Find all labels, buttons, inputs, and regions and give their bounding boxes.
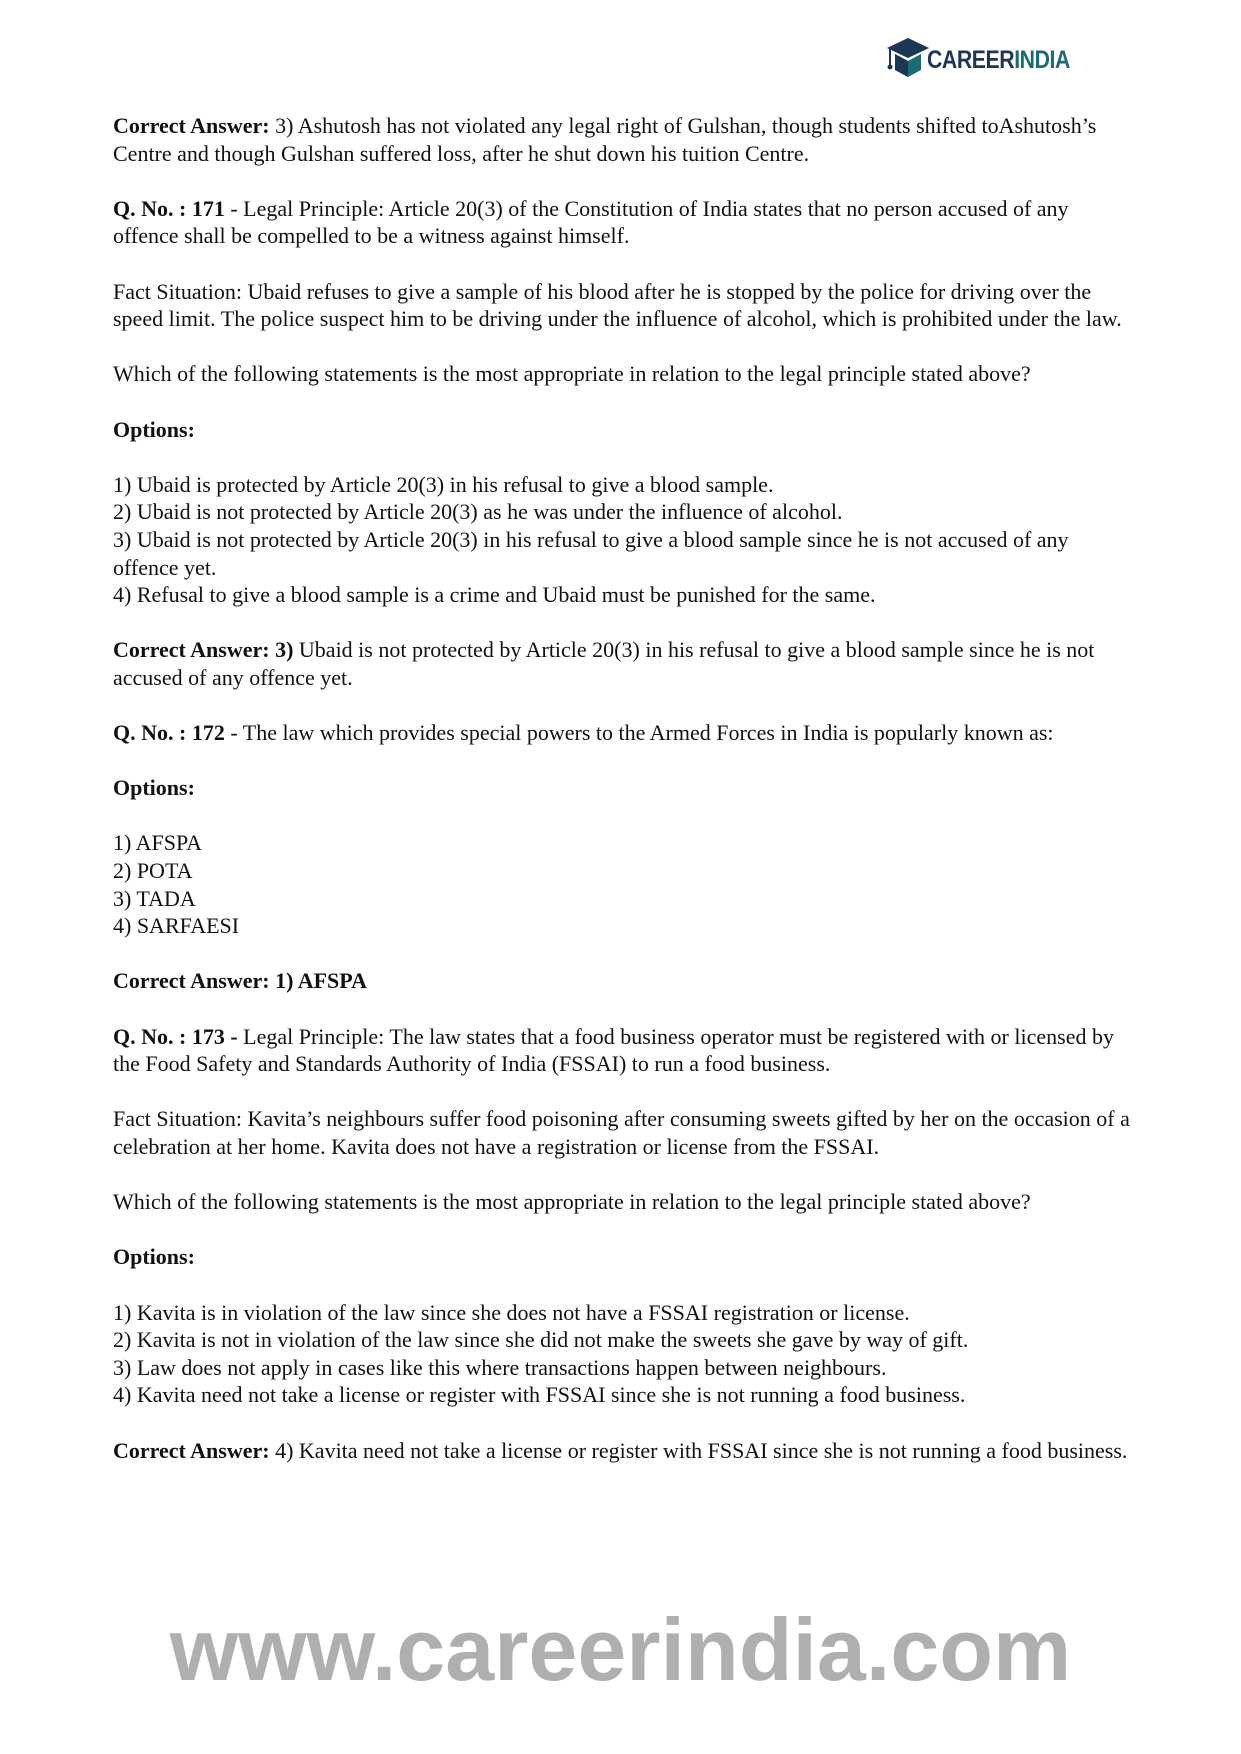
q171-question: Which of the following statements is the most appropriate in relation to the legal principle stated above? xyxy=(113,361,1031,387)
document-body xyxy=(113,112,1133,1492)
q173-correct-answer: Correct Answer: 4) Kavita need not take a license or register with FSSAI since she is not running a food business. xyxy=(113,1437,1128,1463)
previous-correct-answer: Correct Answer: 3) Ashutosh has not violated any legal right of Gulshan, though students shifted toAshutosh’s Centre and though Gulshan suffered loss, after he shut down his tuition Centre. xyxy=(113,113,1097,166)
q173-options-label: Options: xyxy=(113,1244,195,1270)
q171-principle: Q. No. : 171 - Legal Principle: Article 20(3) of the Constitution of India states that no person accused of any offence shall be compelled to be a witness against himself. xyxy=(113,195,1069,249)
option: 4) Kavita need not take a license or register with FSSAI since she is not running a food business. xyxy=(113,1382,966,1408)
option: 3) TADA xyxy=(113,885,196,911)
q172-question: Q. No. : 172 - The law which provides special powers to the Armed Forces in India is popularly known as: xyxy=(113,720,1054,746)
option: 1) AFSPA xyxy=(113,830,203,856)
q173-principle: Q. No. : 173 - Legal Principle: The law states that a food business operator must be registered with or licensed by the Food Safety and Standards Authority of India (FSSAI) to run a food business. xyxy=(113,1023,1114,1077)
logo-text: CAREERINDIA xyxy=(927,45,1070,74)
q173-question: Which of the following statements is the most appropriate in relation to the legal principle stated above? xyxy=(113,1189,1031,1215)
option: 2) Kavita is not in violation of the law since she did not make the sweets she gave by way of gift. xyxy=(113,1327,969,1353)
q172-options-label: Options: xyxy=(113,775,195,801)
graduation-cap-icon xyxy=(885,34,931,78)
option: 1) Ubaid is protected by Article 20(3) in his refusal to give a blood sample. xyxy=(113,471,774,497)
q171-options-label: Options: xyxy=(113,416,195,442)
option: 3) Ubaid is not protected by Article 20(3) in his refusal to give a blood sample since he is not accused of any offence yet. xyxy=(113,526,1069,580)
q171-correct-answer: Correct Answer: 3) Ubaid is not protected by Article 20(3) in his refusal to give a blood sample since he is not accused of any offence yet. xyxy=(113,637,1095,690)
option: 2) Ubaid is not protected by Article 20(3) as he was under the influence of alcohol. xyxy=(113,499,843,525)
q173-options xyxy=(113,1299,1133,1409)
option: 1) Kavita is in violation of the law since she does not have a FSSAI registration or license. xyxy=(113,1299,910,1325)
q171-facts: Fact Situation: Ubaid refuses to give a sample of his blood after he is stopped by the police for driving over the speed limit. The police suspect him to be driving under the influence of alcohol, which is prohibited under the law. xyxy=(113,278,1122,332)
q172-options xyxy=(113,829,1133,939)
option: 2) POTA xyxy=(113,858,193,884)
watermark: www.careerindia.com xyxy=(169,1600,1072,1699)
q172-correct-answer: Correct Answer: 1) AFSPA xyxy=(113,968,367,994)
option: 4) Refusal to give a blood sample is a crime and Ubaid must be punished for the same. xyxy=(113,582,876,608)
q171-options xyxy=(113,471,1133,609)
option: 3) Law does not apply in cases like this where transactions happen between neighbours. xyxy=(113,1354,887,1380)
option: 4) SARFAESI xyxy=(113,913,240,939)
careerindia-logo xyxy=(885,34,1095,78)
q173-facts: Fact Situation: Kavita’s neighbours suffer food poisoning after consuming sweets gifted by her on the occasion of a celebration at her home. Kavita does not have a registration or license from the FSSAI. xyxy=(113,1106,1130,1159)
